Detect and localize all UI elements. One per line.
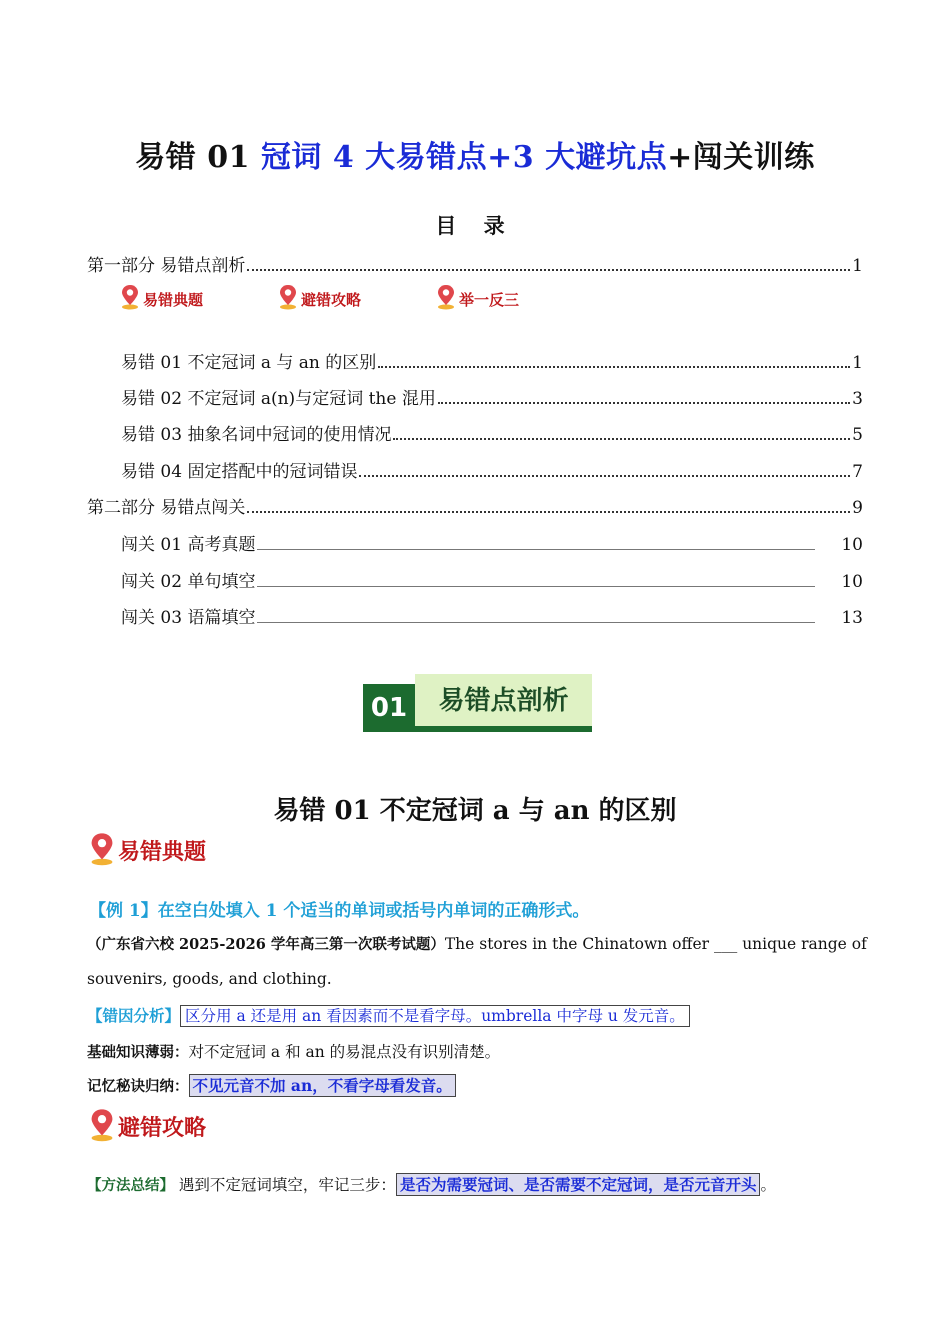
document-title: 易错 01 冠词 4 大易错点+3 大避坑点+闯关训练 xyxy=(135,140,815,175)
example-line: 【例 1】在空白处填入 1 个适当的单词或括号内单词的正确形式。 xyxy=(89,901,590,921)
toc-item[interactable]: 易错 02 不定冠词 a(n)与定冠词 the 混用 3 xyxy=(121,389,863,409)
error-analysis: 【错因分析】 区分用 a 还是用 an 看因素而不是看字母。umbrella 中字母 u 发元音。 xyxy=(87,1004,690,1026)
location-pin-icon xyxy=(89,1108,115,1142)
subsection-typical: 易错典题 xyxy=(89,832,206,866)
section-heading: 易错 01 不定冠词 a 与 an 的区别 xyxy=(273,796,677,826)
toc-level[interactable]: 闯关 03 语篇填空 13 xyxy=(121,608,863,628)
location-pin-icon xyxy=(436,284,456,310)
toc-level[interactable]: 闯关 01 高考真题 10 xyxy=(121,535,863,555)
badge-number: 01 xyxy=(363,684,415,732)
toc-tag-typical: 易错典题 xyxy=(120,284,203,310)
toc-item[interactable]: 易错 01 不定冠词 a 与 an 的区别 1 xyxy=(121,353,863,373)
question-line-1: （广东省六校 2025-2026 学年高三第一次联考试题）The stores in the Chinatown offer ___ unique range of xyxy=(87,935,867,953)
question-line-2: souvenirs, goods, and clothing. xyxy=(87,970,332,988)
toc-leader xyxy=(247,268,850,271)
basis-line: 基础知识薄弱：对不定冠词 a 和 an 的易混点没有识别清楚。 xyxy=(87,1043,501,1061)
badge-label: 易错点剖析 xyxy=(415,674,592,732)
method-line: 【方法总结】 遇到不定冠词填空，牢记三步： 是否为需要冠词、是否需要不定冠词，是否元音开头 。 xyxy=(87,1175,776,1194)
toc-item[interactable]: 易错 04 固定搭配中的冠词错误 7 xyxy=(121,462,863,482)
toc-item[interactable]: 易错 03 抽象名词中冠词的使用情况 5 xyxy=(121,425,863,445)
toc-tag-practice: 举一反三 xyxy=(436,284,519,310)
location-pin-icon xyxy=(89,832,115,866)
subsection-strategy: 避错攻略 xyxy=(89,1108,206,1142)
section-badge xyxy=(363,674,592,732)
toc-tag-strategy: 避错攻略 xyxy=(278,284,361,310)
memory-line: 记忆秘诀归纳： 不见元音不加 an，不看字母看发音。 xyxy=(87,1074,456,1096)
toc-heading: 目 录 xyxy=(435,213,515,238)
location-pin-icon xyxy=(120,284,140,310)
location-pin-icon xyxy=(278,284,298,310)
toc-part2[interactable]: 第二部分 易错点闯关 9 xyxy=(87,498,863,518)
toc-level[interactable]: 闯关 02 单句填空 10 xyxy=(121,572,863,592)
toc-part1[interactable]: 第一部分 易错点剖析 1 xyxy=(87,256,863,276)
